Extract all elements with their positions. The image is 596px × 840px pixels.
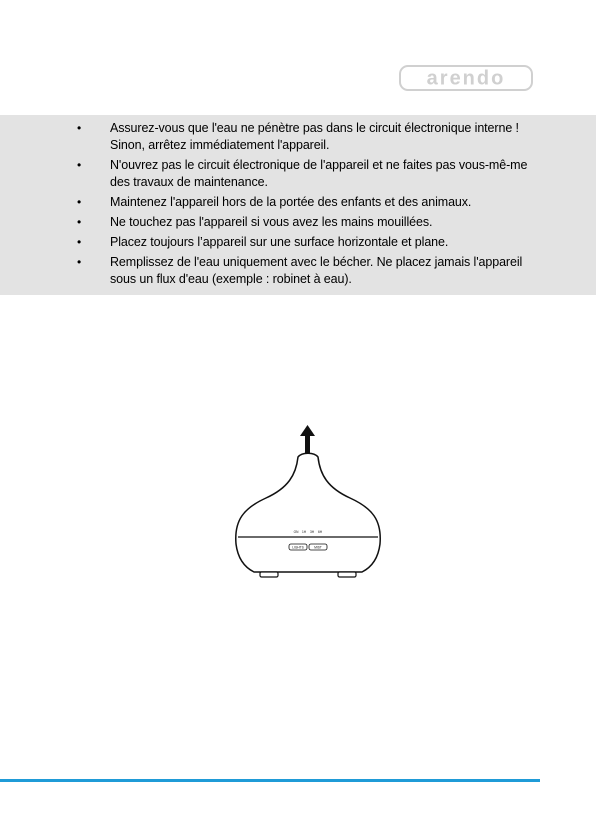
list-item xyxy=(0,234,596,251)
left-foot xyxy=(260,572,278,577)
arendo-logo xyxy=(399,65,533,91)
list-item xyxy=(0,254,596,288)
up-arrow-icon xyxy=(300,425,315,454)
footer-divider xyxy=(0,779,540,782)
bullet-marker: • xyxy=(76,158,82,172)
indicator-1h: 1H xyxy=(301,530,307,534)
indicator-3h: 3H xyxy=(309,530,315,534)
list-item xyxy=(0,194,596,211)
list-item xyxy=(0,157,596,191)
bullet-marker: • xyxy=(76,195,82,209)
warning-text: Ne touchez pas l'appareil si vous avez les mains mouillées. xyxy=(110,215,433,229)
indicator-on: ON xyxy=(293,530,299,534)
diffuser-illustration xyxy=(224,420,392,588)
diffuser-body xyxy=(236,453,381,572)
brand-text: arendo xyxy=(426,67,506,90)
list-item xyxy=(0,214,596,231)
warning-text: Remplissez de l'eau uniquement avec le bécher. Ne placez jamais l'appareil sous un flux d'eau (exemple : robinet à eau). xyxy=(110,255,523,286)
right-foot xyxy=(338,572,356,577)
list-item xyxy=(0,120,596,154)
bullet-marker: • xyxy=(76,121,82,135)
warning-text: Placez toujours l’appareil sur une surface horizontale et plane. xyxy=(110,235,449,249)
warning-text: N'ouvrez pas le circuit électronique de l'appareil et ne faites pas vous-mê-me des travaux de maintenance. xyxy=(110,158,528,189)
safety-warning-box xyxy=(0,115,596,295)
safety-warning-list xyxy=(0,120,596,291)
mist-button-label: MIST xyxy=(314,545,322,550)
warning-text: Assurez-vous que l'eau ne pénètre pas dans le circuit électronique interne ! Sinon, arrêtez immédiatement l'appareil. xyxy=(110,121,519,152)
bullet-marker: • xyxy=(76,255,82,269)
indicator-6h: 6H xyxy=(317,530,323,534)
warning-text: Maintenez l'appareil hors de la portée des enfants et des animaux. xyxy=(110,195,472,209)
lights-button-label: LIGHTS xyxy=(292,545,304,550)
bullet-marker: • xyxy=(76,235,82,249)
bullet-marker: • xyxy=(76,215,82,229)
